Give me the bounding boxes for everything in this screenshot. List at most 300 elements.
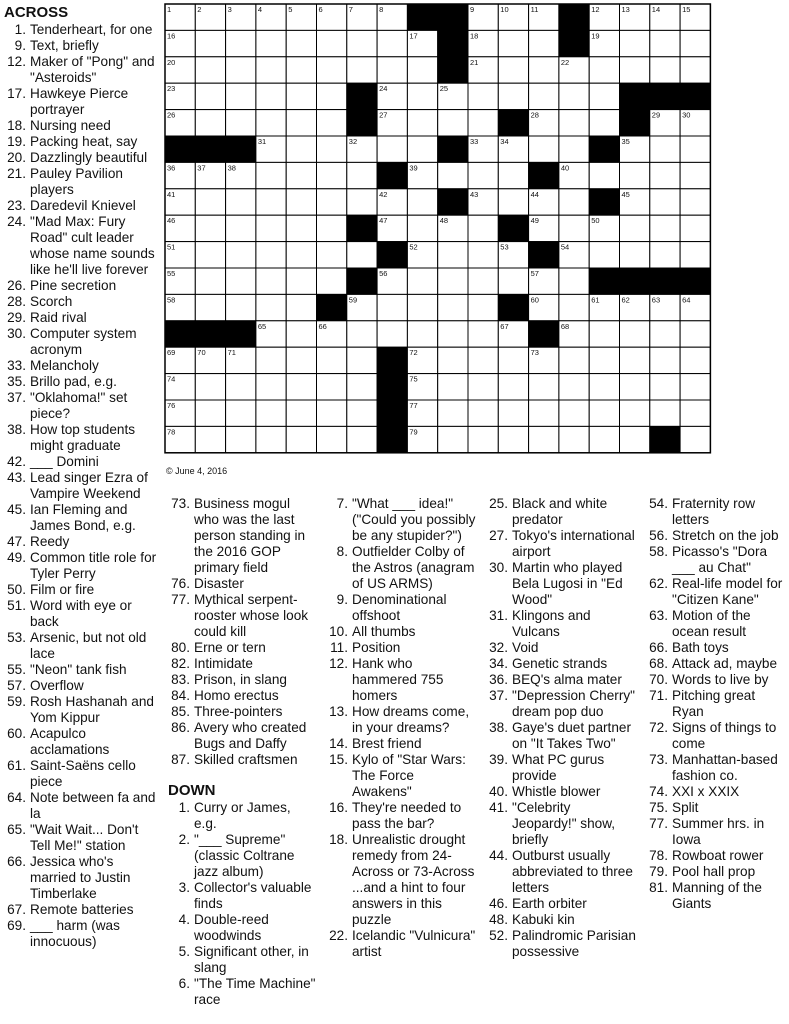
- grid-cell[interactable]: [680, 374, 710, 400]
- grid-block: [589, 268, 619, 294]
- grid-cell[interactable]: [256, 347, 286, 373]
- grid-cell[interactable]: [559, 400, 589, 426]
- grid-block: [377, 426, 407, 452]
- grid-cell[interactable]: [650, 189, 680, 215]
- grid-cell[interactable]: [468, 162, 498, 188]
- grid-cell[interactable]: [498, 268, 528, 294]
- grid-cell[interactable]: [256, 215, 286, 241]
- clue-text: Palindromic Parisian possessive: [512, 928, 636, 959]
- clue-text: Manhattan-based fashion co.: [672, 752, 778, 783]
- clue-number: 16.: [329, 800, 348, 815]
- grid-cell[interactable]: [529, 30, 559, 56]
- grid-cell[interactable]: [256, 110, 286, 136]
- grid-cell[interactable]: [377, 321, 407, 347]
- grid-cell[interactable]: [498, 162, 528, 188]
- grid-cell[interactable]: [438, 294, 468, 320]
- grid-cell[interactable]: [407, 189, 437, 215]
- grid-cell[interactable]: [286, 162, 316, 188]
- clue-text: "The Time Machine" race: [194, 976, 316, 1007]
- grid-cell-number: 76: [167, 401, 176, 410]
- clue-item: [486, 928, 636, 960]
- clue-text: Summer hrs. in Iowa: [672, 816, 765, 847]
- grid-cell[interactable]: [498, 83, 528, 109]
- grid-cell[interactable]: [620, 321, 650, 347]
- grid-cell[interactable]: [620, 215, 650, 241]
- grid-cell[interactable]: [620, 426, 650, 452]
- clue-item: [4, 582, 160, 598]
- grid-cell[interactable]: [559, 426, 589, 452]
- clue-text: Hank who hammered 755 homers: [352, 656, 444, 703]
- clue-item: [4, 918, 160, 950]
- clue-item: [326, 704, 476, 736]
- grid-cell[interactable]: [438, 321, 468, 347]
- grid-cell-number: 15: [682, 5, 691, 14]
- clue-number: 18.: [7, 118, 26, 133]
- grid-cell[interactable]: [559, 83, 589, 109]
- grid-cell[interactable]: [195, 242, 225, 268]
- grid-cell[interactable]: [559, 215, 589, 241]
- grid-cell[interactable]: [468, 83, 498, 109]
- grid-cell[interactable]: [529, 83, 559, 109]
- grid-cell[interactable]: [317, 374, 347, 400]
- grid-cell-number: 79: [409, 427, 418, 437]
- clue-number: 21.: [7, 166, 26, 181]
- grid-cell[interactable]: [620, 347, 650, 373]
- clue-text: Picasso's "Dora ___ au Chat": [672, 544, 768, 575]
- grid-cell[interactable]: [559, 374, 589, 400]
- down-heading: DOWN: [168, 782, 216, 799]
- grid-cell[interactable]: [195, 426, 225, 452]
- grid-cell[interactable]: [468, 268, 498, 294]
- grid-cell[interactable]: [407, 321, 437, 347]
- grid-cell[interactable]: [226, 189, 256, 215]
- clue-number: 66.: [649, 640, 668, 655]
- grid-cell[interactable]: [438, 268, 468, 294]
- clue-number: 85.: [171, 704, 190, 719]
- grid-cell[interactable]: [347, 321, 377, 347]
- clue-number: 1.: [14, 22, 26, 37]
- grid-cell[interactable]: [226, 57, 256, 83]
- clue-text: Ian Fleming and James Bond, e.g.: [30, 502, 136, 533]
- clue-number: 27.: [489, 528, 508, 543]
- grid-cell[interactable]: [559, 136, 589, 162]
- grid-cell[interactable]: [226, 426, 256, 452]
- clue-text: Words to live by: [672, 672, 769, 687]
- grid-cell[interactable]: [468, 321, 498, 347]
- grid-cell[interactable]: [589, 321, 619, 347]
- grid-cell[interactable]: [529, 400, 559, 426]
- grid-cell[interactable]: [317, 162, 347, 188]
- clue-text: Stretch on the job: [672, 528, 779, 543]
- clue-item: [486, 640, 636, 656]
- clue-item: [168, 720, 316, 752]
- clue-item: [4, 294, 160, 310]
- grid-cell[interactable]: [407, 294, 437, 320]
- clue-item: [486, 800, 636, 848]
- grid-cell[interactable]: [498, 30, 528, 56]
- across-clue-list: [4, 22, 160, 950]
- grid-cell[interactable]: [317, 189, 347, 215]
- grid-cell[interactable]: [347, 426, 377, 452]
- clue-item: [4, 278, 160, 294]
- grid-cell[interactable]: [468, 110, 498, 136]
- grid-cell[interactable]: [468, 294, 498, 320]
- grid-cell[interactable]: [377, 294, 407, 320]
- grid-cell[interactable]: [650, 136, 680, 162]
- grid-cell[interactable]: [286, 400, 316, 426]
- grid-cell-number: 65: [257, 321, 267, 331]
- grid-cell[interactable]: [347, 242, 377, 268]
- clue-item: [486, 672, 636, 688]
- clue-number: 14.: [329, 736, 348, 751]
- clue-number: 17.: [7, 86, 26, 101]
- grid-cell[interactable]: [589, 83, 619, 109]
- grid-cell[interactable]: [559, 268, 589, 294]
- clue-text: Raid rival: [30, 310, 87, 325]
- grid-cell[interactable]: [256, 30, 286, 56]
- grid-cell[interactable]: [498, 189, 528, 215]
- grid-cell[interactable]: [680, 242, 710, 268]
- grid-cell[interactable]: [438, 242, 468, 268]
- clue-item: [326, 592, 476, 624]
- clue-item: [4, 358, 160, 374]
- grid-cell[interactable]: [347, 189, 377, 215]
- grid-cell[interactable]: [195, 400, 225, 426]
- clue-number: 72.: [649, 720, 668, 735]
- clue-text: Pauley Pavilion players: [30, 166, 123, 197]
- grid-cell[interactable]: [680, 215, 710, 241]
- clue-item: [168, 944, 316, 976]
- grid-cell[interactable]: [680, 426, 710, 452]
- grid-cell[interactable]: [650, 321, 680, 347]
- grid-cell[interactable]: [377, 30, 407, 56]
- clue-item: [4, 854, 160, 902]
- grid-cell[interactable]: [226, 374, 256, 400]
- grid-cell[interactable]: [589, 426, 619, 452]
- grid-cell[interactable]: [226, 294, 256, 320]
- grid-cell[interactable]: [650, 57, 680, 83]
- clue-number: 15.: [329, 752, 348, 767]
- grid-cell[interactable]: [620, 242, 650, 268]
- grid-cell[interactable]: [256, 426, 286, 452]
- grid-cell[interactable]: [226, 268, 256, 294]
- grid-cell[interactable]: [286, 83, 316, 109]
- grid-cell[interactable]: [195, 215, 225, 241]
- grid-block: [559, 30, 589, 56]
- clue-text: Prison, in slang: [194, 672, 287, 687]
- grid-cell[interactable]: [407, 136, 437, 162]
- grid-cell[interactable]: [650, 374, 680, 400]
- grid-cell[interactable]: [468, 426, 498, 452]
- grid-cell[interactable]: [559, 189, 589, 215]
- grid-cell[interactable]: [195, 294, 225, 320]
- clue-item: [646, 528, 786, 544]
- grid-cell[interactable]: [589, 162, 619, 188]
- grid-cell[interactable]: [317, 215, 347, 241]
- grid-cell[interactable]: [286, 189, 316, 215]
- grid-cell-number: 2: [197, 5, 202, 14]
- grid-cell[interactable]: [468, 400, 498, 426]
- grid-block: [589, 136, 619, 162]
- grid-block: [529, 242, 559, 268]
- grid-cell[interactable]: [559, 294, 589, 320]
- grid-cell-number: 41: [167, 189, 176, 199]
- grid-block: [620, 268, 650, 294]
- grid-cell-number: 73: [530, 348, 539, 358]
- grid-cell[interactable]: [589, 110, 619, 136]
- grid-cell[interactable]: [226, 400, 256, 426]
- clue-item: [646, 848, 786, 864]
- clue-text: Signs of things to come: [672, 720, 777, 751]
- grid-cell[interactable]: [407, 57, 437, 83]
- grid-cell[interactable]: [529, 426, 559, 452]
- grid-cell[interactable]: [286, 374, 316, 400]
- grid-block: [620, 110, 650, 136]
- grid-cell[interactable]: [468, 242, 498, 268]
- clue-item: [486, 608, 636, 640]
- grid-cell[interactable]: [559, 110, 589, 136]
- grid-cell[interactable]: [256, 268, 286, 294]
- grid-cell[interactable]: [620, 30, 650, 56]
- grid-cell-number: 8: [379, 5, 384, 14]
- grid-cell[interactable]: [286, 110, 316, 136]
- grid-cell[interactable]: [286, 347, 316, 373]
- clue-text: Klingons and Vulcans: [512, 608, 591, 639]
- grid-cell[interactable]: [317, 400, 347, 426]
- grid-cell[interactable]: [620, 162, 650, 188]
- clue-item: [646, 816, 786, 848]
- grid-cell[interactable]: [438, 426, 468, 452]
- grid-cell[interactable]: [680, 136, 710, 162]
- grid-cell[interactable]: [438, 374, 468, 400]
- grid-cell[interactable]: [256, 189, 286, 215]
- grid-cell[interactable]: [347, 162, 377, 188]
- clue-item: [326, 928, 476, 960]
- grid-cell[interactable]: [680, 321, 710, 347]
- grid-cell-number: 28: [530, 110, 539, 120]
- grid-cell[interactable]: [317, 242, 347, 268]
- grid-cell[interactable]: [589, 242, 619, 268]
- grid-cell[interactable]: [589, 400, 619, 426]
- grid-cell-number: 26: [167, 110, 176, 120]
- clue-number: 54.: [649, 496, 668, 511]
- grid-cell[interactable]: [589, 57, 619, 83]
- grid-cell[interactable]: [195, 374, 225, 400]
- grid-cell[interactable]: [498, 347, 528, 373]
- grid-cell[interactable]: [468, 215, 498, 241]
- grid-cell[interactable]: [226, 83, 256, 109]
- clue-number: 82.: [171, 656, 190, 671]
- grid-cell[interactable]: [226, 110, 256, 136]
- grid-block: [347, 110, 377, 136]
- grid-cell[interactable]: [195, 83, 225, 109]
- grid-cell[interactable]: [195, 189, 225, 215]
- clue-text: Remote batteries: [30, 902, 134, 917]
- grid-block: [498, 294, 528, 320]
- clue-item: [4, 454, 160, 470]
- clue-text: Icelandic "Vulnicura" artist: [352, 928, 476, 959]
- grid-cell[interactable]: [650, 242, 680, 268]
- clue-item: [4, 598, 160, 630]
- grid-cell[interactable]: [680, 400, 710, 426]
- grid-cell[interactable]: [407, 83, 437, 109]
- grid-cell[interactable]: [650, 400, 680, 426]
- clue-item: [4, 822, 160, 854]
- grid-cell[interactable]: [226, 242, 256, 268]
- grid-cell[interactable]: [498, 57, 528, 83]
- grid-cell[interactable]: [195, 57, 225, 83]
- grid-cell-number: 47: [379, 216, 388, 226]
- grid-block: [347, 215, 377, 241]
- clue-text: Gaye's duet partner on "It Takes Two": [512, 720, 631, 751]
- grid-cell[interactable]: [286, 294, 316, 320]
- grid-cell[interactable]: [317, 347, 347, 373]
- clue-item: [168, 912, 316, 944]
- grid-cell-number: 13: [621, 5, 630, 14]
- grid-cell[interactable]: [438, 110, 468, 136]
- grid-cell[interactable]: [407, 268, 437, 294]
- grid-cell[interactable]: [256, 294, 286, 320]
- grid-cell[interactable]: [529, 136, 559, 162]
- grid-cell[interactable]: [650, 162, 680, 188]
- clue-number: 79.: [649, 864, 668, 879]
- grid-cell-number: 69: [167, 348, 176, 358]
- grid-cell-number: 38: [227, 163, 236, 173]
- grid-cell[interactable]: [498, 426, 528, 452]
- grid-cell[interactable]: [650, 30, 680, 56]
- grid-cell-number: 56: [379, 269, 388, 278]
- grid-cell[interactable]: [377, 57, 407, 83]
- grid-block: [195, 136, 225, 162]
- clue-item: [4, 390, 160, 422]
- grid-cell[interactable]: [256, 57, 286, 83]
- clue-text: Jessica who's married to Justin Timberlake: [30, 854, 131, 901]
- clue-text: Computer system acronym: [30, 326, 137, 357]
- grid-cell[interactable]: [317, 83, 347, 109]
- clue-text: Outfielder Colby of the Astros (anagram of US ARMS): [352, 544, 475, 591]
- clue-text: Whistle blower: [512, 784, 601, 799]
- grid-cell[interactable]: [650, 215, 680, 241]
- grid-cell[interactable]: [286, 242, 316, 268]
- grid-cell[interactable]: [256, 83, 286, 109]
- grid-cell[interactable]: [438, 347, 468, 373]
- grid-cell-number: 44: [530, 189, 539, 199]
- grid-cell[interactable]: [195, 110, 225, 136]
- grid-cell[interactable]: [317, 268, 347, 294]
- grid-cell[interactable]: [559, 347, 589, 373]
- grid-cell[interactable]: [256, 162, 286, 188]
- grid-cell[interactable]: [468, 347, 498, 373]
- grid-cell[interactable]: [377, 136, 407, 162]
- grid-cell[interactable]: [195, 268, 225, 294]
- grid-cell[interactable]: [317, 136, 347, 162]
- grid-block: [347, 268, 377, 294]
- grid-cell-number: 40: [560, 163, 570, 173]
- clue-number: 63.: [649, 608, 668, 623]
- grid-cell[interactable]: [317, 110, 347, 136]
- clue-text: Earth orbiter: [512, 896, 587, 911]
- clue-number: 87.: [171, 752, 190, 767]
- grid-cell[interactable]: [347, 347, 377, 373]
- grid-cell[interactable]: [680, 162, 710, 188]
- clue-item: [4, 22, 160, 38]
- grid-cell[interactable]: [620, 374, 650, 400]
- grid-cell[interactable]: [195, 30, 225, 56]
- grid-cell[interactable]: [226, 30, 256, 56]
- clue-number: 37.: [489, 688, 508, 703]
- grid-cell[interactable]: [438, 400, 468, 426]
- grid-cell[interactable]: [286, 321, 316, 347]
- clue-item: [646, 496, 786, 528]
- clue-item: [486, 784, 636, 800]
- grid-cell[interactable]: [226, 215, 256, 241]
- clue-text: Double-reed woodwinds: [194, 912, 269, 943]
- grid-cell-number: 53: [500, 242, 509, 252]
- clue-text: "Neon" tank fish: [30, 662, 127, 677]
- grid-cell[interactable]: [286, 136, 316, 162]
- grid-cell[interactable]: [256, 400, 286, 426]
- grid-cell-number: 36: [167, 163, 176, 173]
- grid-cell[interactable]: [407, 110, 437, 136]
- grid-cell[interactable]: [498, 374, 528, 400]
- grid-cell[interactable]: [620, 57, 650, 83]
- grid-cell[interactable]: [438, 162, 468, 188]
- grid-cell[interactable]: [286, 30, 316, 56]
- grid-cell[interactable]: [407, 215, 437, 241]
- grid-cell[interactable]: [317, 426, 347, 452]
- clue-item: [4, 326, 160, 358]
- grid-cell[interactable]: [286, 268, 316, 294]
- grid-cell[interactable]: [589, 347, 619, 373]
- clue-text: Maker of "Pong" and "Asteroids": [30, 54, 155, 85]
- grid-cell[interactable]: [498, 400, 528, 426]
- grid-cell[interactable]: [256, 242, 286, 268]
- grid-cell[interactable]: [529, 57, 559, 83]
- grid-cell[interactable]: [680, 30, 710, 56]
- grid-cell[interactable]: [286, 215, 316, 241]
- grid-cell[interactable]: [347, 400, 377, 426]
- clue-number: 48.: [489, 912, 508, 927]
- grid-cell[interactable]: [650, 347, 680, 373]
- grid-cell[interactable]: [317, 57, 347, 83]
- grid-cell[interactable]: [317, 30, 347, 56]
- grid-cell[interactable]: [256, 374, 286, 400]
- grid-cell[interactable]: [347, 374, 377, 400]
- grid-cell[interactable]: [680, 57, 710, 83]
- grid-cell[interactable]: [286, 426, 316, 452]
- clue-item: [486, 896, 636, 912]
- grid-cell[interactable]: [468, 374, 498, 400]
- grid-cell[interactable]: [680, 347, 710, 373]
- grid-cell-number: 20: [167, 57, 176, 67]
- grid-cell-number: 6: [318, 5, 323, 14]
- grid-cell-number: 43: [470, 189, 479, 199]
- clue-item: [326, 800, 476, 832]
- clue-number: 28.: [7, 294, 26, 309]
- clue-text: Saint-Saëns cello piece: [30, 758, 136, 789]
- grid-cell[interactable]: [347, 57, 377, 83]
- grid-cell[interactable]: [286, 57, 316, 83]
- grid-cell[interactable]: [589, 374, 619, 400]
- clue-text: Collector's valuable finds: [194, 880, 312, 911]
- grid-cell[interactable]: [620, 400, 650, 426]
- grid-cell[interactable]: [347, 30, 377, 56]
- clue-item: [486, 912, 636, 928]
- clue-item: [4, 694, 160, 726]
- grid-cell[interactable]: [529, 374, 559, 400]
- grid-cell-number: 25: [439, 84, 449, 94]
- grid-cell[interactable]: [680, 189, 710, 215]
